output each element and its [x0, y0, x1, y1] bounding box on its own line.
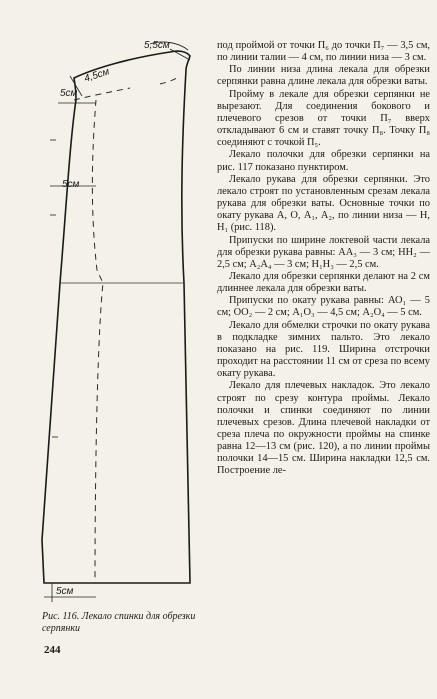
page-number: 244 — [44, 644, 61, 656]
paragraph: По линии низа длина лекала для обрезки серпянки равна длине лекала для обрезки ваты. — [217, 64, 430, 88]
paragraph: Лекало для плечевых накладок. Это лекало строят по срезу контура проймы. Лекало полочки и спинки соединяют по линии плечевых срезов. Длина плечевой накладки от среза плеча по окружности проймы на спинке равна 12—13 см (рис. 120), а по линии проймы полочки 14—15 см. Ширина накладки 12,5 см. Построение ле- — [217, 380, 430, 477]
paragraph: Лекало для обмелки строчки по окату рукава в подкладке зимних пальто. Это лекало показано на рис. 119. Ширина отстрочки проходит на расстоянии 11 см от среза по всему окату рукава. — [217, 319, 430, 380]
pattern-outline — [42, 51, 190, 583]
paragraph: Пройму в лекале для обрезки серпянки не вырезают. Для соединения бокового и плечевого срезов от точки П₇ вверх откладывают 6 см и ставят точку П₈. Точку П₈ соединяют с точкой П₅. — [217, 88, 430, 149]
dim-label-neck: 5см — [60, 88, 78, 99]
dim-label-hem: 5см — [56, 586, 74, 597]
dim-label-top: 5,5см — [144, 40, 170, 51]
paragraph: Припуски по окату рукава равны: АО₁ — 5 см; ОО₂ — 2 см; А₁О₃ — 4,5 см; А₂О₄ — 5 см. — [217, 295, 430, 319]
text-column — [217, 40, 430, 660]
dashed-contour — [74, 76, 180, 583]
figure-caption: Рис. 116. Лекало спинки для обрезки серпянки — [42, 611, 196, 634]
dim-label-side: 5см — [62, 179, 80, 190]
paragraph: Лекало полочки для обрезки серпянки на рис. 117 показано пунктиром. — [217, 149, 430, 173]
paragraph: Припуски по ширине локтевой части лекала для обрезки рукава равны: АА₃ — 3 см; НН₂ — 2,5 см; А₂А₄ — 3 см; Н₁Н₃ — 2,5 см. — [217, 234, 430, 270]
paragraph: Лекало для обрезки серпянки делают на 2 см длиннее лекала для обрезки ваты. — [217, 270, 430, 295]
paragraph: Лекало рукава для обрезки серпянки. Это лекало строят по установленным срезам лекала рукава для обрезки ваты. Основные точки по окату рукава А, О, А₁, А₂, по линии низа — Н, Н₁ (рис. 118). — [217, 173, 430, 234]
dim-label-shoulder: 4,5см — [82, 66, 111, 85]
paragraph: под проймой от точки П₆ до точки П₇ — 3,5 см, по линии талии — 4 см, по линии низа — 3 см. — [217, 40, 430, 64]
